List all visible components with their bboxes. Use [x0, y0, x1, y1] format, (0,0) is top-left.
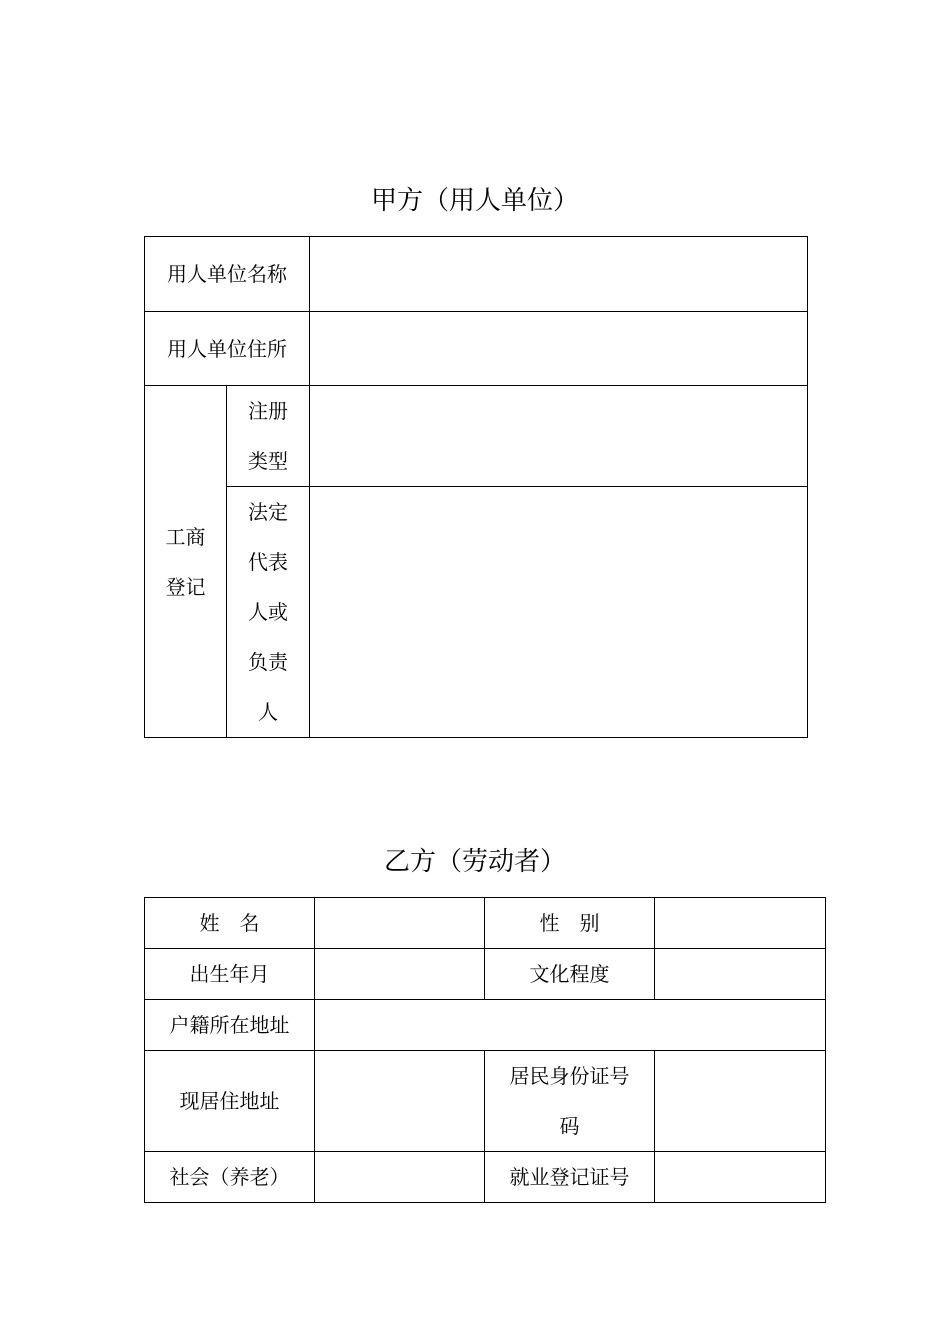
name-field[interactable]	[315, 898, 485, 949]
party-b-table	[144, 897, 826, 1203]
employment-registration-label: 就业登记证号	[485, 1152, 655, 1203]
party-a-title: 甲方（用人单位）	[370, 186, 579, 216]
registration-group-label: 工商 登记	[145, 386, 227, 738]
id-number-label: 居民身份证号 码	[485, 1051, 655, 1152]
education-label: 文化程度	[485, 949, 655, 1000]
current-address-label: 现居住地址	[145, 1051, 315, 1152]
social-insurance-field[interactable]	[315, 1152, 485, 1203]
party-a-table	[144, 236, 808, 738]
current-address-field[interactable]	[315, 1051, 485, 1152]
household-address-label: 户籍所在地址	[145, 1000, 315, 1051]
birth-date-field[interactable]	[315, 949, 485, 1000]
unit-address-field[interactable]	[310, 312, 808, 386]
gender-field[interactable]	[655, 898, 826, 949]
employment-registration-field[interactable]	[655, 1152, 826, 1203]
registration-type-field[interactable]	[310, 386, 808, 487]
gender-label: 性 别	[485, 898, 655, 949]
party-b-title: 乙方（劳动者）	[383, 847, 566, 877]
social-insurance-label: 社会（养老）	[145, 1152, 315, 1203]
birth-date-label: 出生年月	[145, 949, 315, 1000]
unit-address-label: 用人单位住所	[145, 312, 310, 386]
household-address-field[interactable]	[315, 1000, 826, 1051]
id-number-field[interactable]	[655, 1051, 826, 1152]
legal-representative-field[interactable]	[310, 487, 808, 738]
registration-type-label: 注册 类型	[227, 386, 310, 487]
name-label: 姓 名	[145, 898, 315, 949]
unit-name-label: 用人单位名称	[145, 237, 310, 312]
education-field[interactable]	[655, 949, 826, 1000]
unit-name-field[interactable]	[310, 237, 808, 312]
legal-representative-label: 法定 代表 人或 负责 人	[227, 487, 310, 738]
